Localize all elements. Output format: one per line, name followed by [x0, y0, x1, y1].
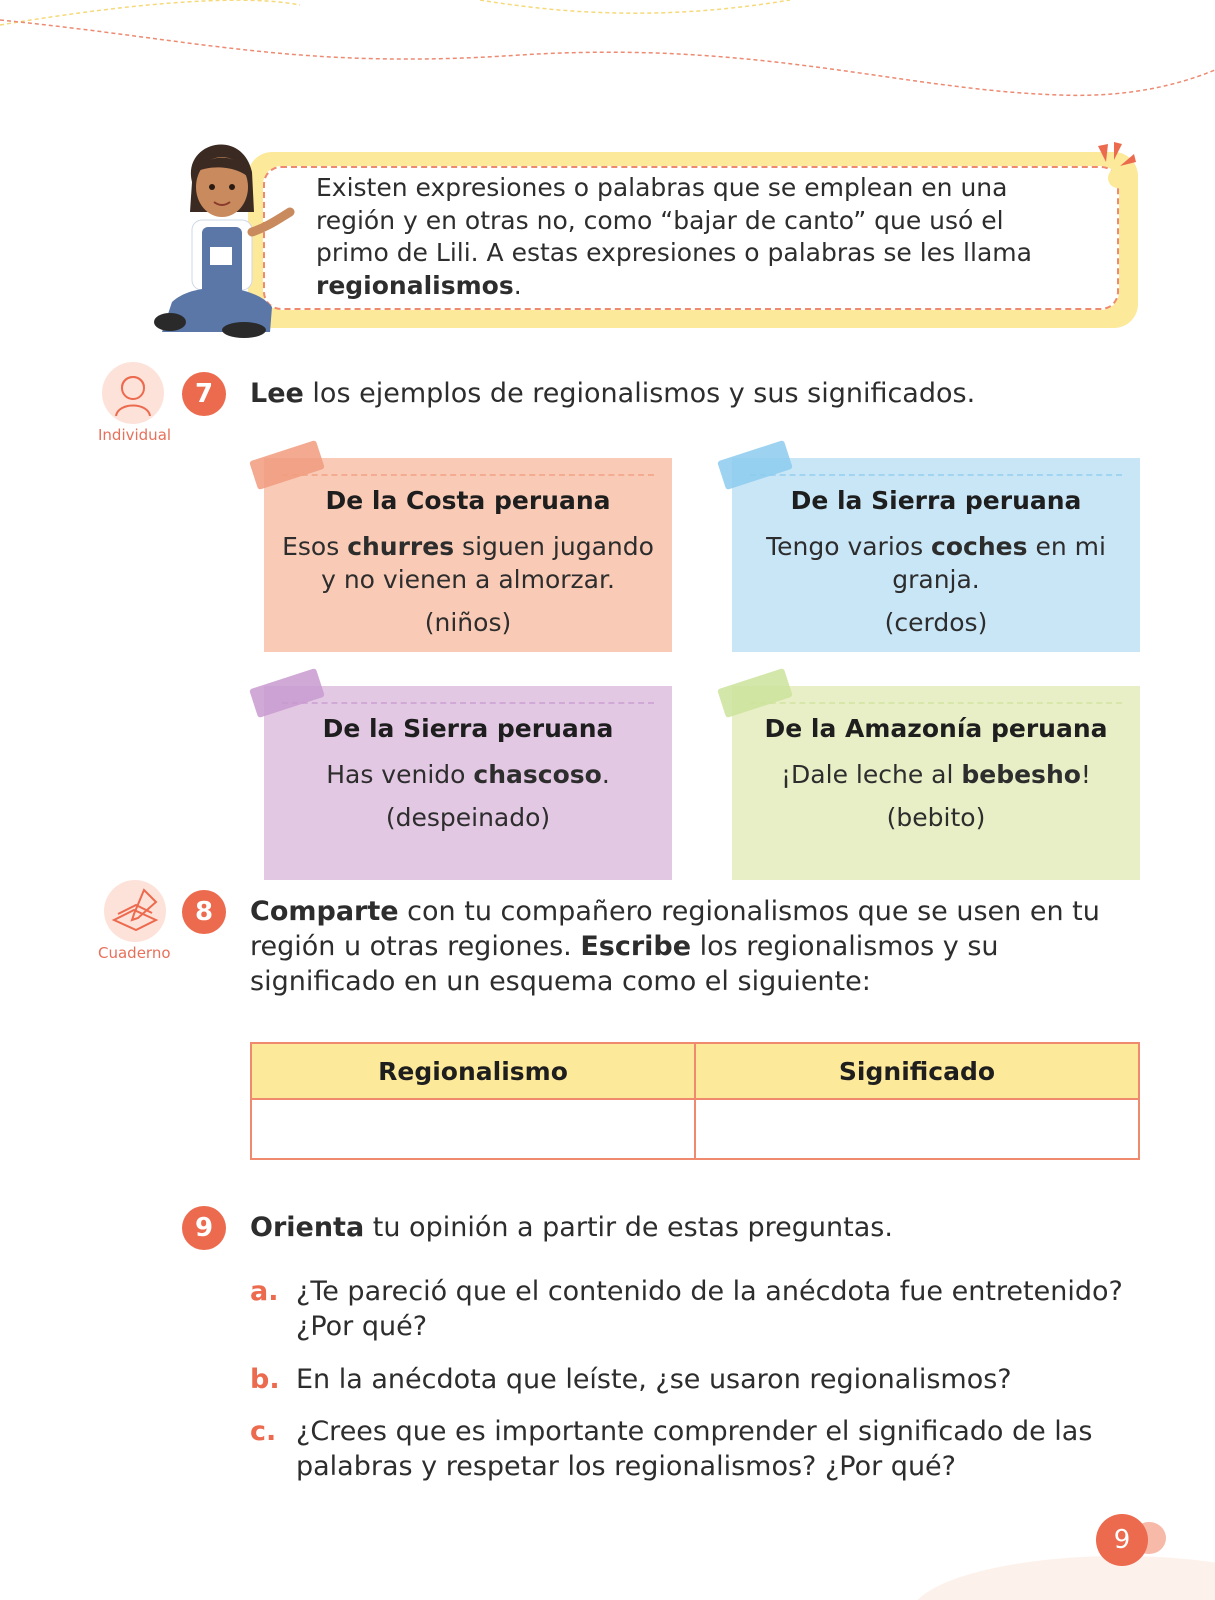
card-example: Has venido chascoso. (despeinado) — [280, 758, 656, 834]
girl-illustration — [152, 132, 312, 347]
card-title: De la Sierra peruana — [322, 714, 614, 743]
regionalism-table — [250, 1042, 1140, 1160]
regionalism-card — [264, 458, 672, 652]
table-header-significado: Significado — [695, 1043, 1139, 1099]
card-example: Tengo varios coches en mi granja. (cerdos) — [748, 530, 1124, 639]
individual-icon — [102, 362, 164, 424]
regionalism-card — [264, 686, 672, 880]
activity-number-badge: 7 — [182, 372, 226, 416]
question-c: c. ¿Crees que es importante comprender el significado de las palabras y respetar los regionalismos? ¿Por qué? — [250, 1416, 1093, 1482]
activity-7-instruction: Lee los ejemplos de regionalismos y sus significados. — [250, 378, 976, 409]
activity-9-instruction: Orienta tu opinión a partir de estas preguntas. — [250, 1212, 893, 1243]
individual-caption: Individual — [98, 426, 172, 444]
card-dashed-line — [750, 474, 1122, 476]
notebook-icon — [104, 880, 166, 942]
card-meaning: (bebito) — [886, 803, 986, 832]
card-example: Esos churres siguen jugando y no vienen a almorzar. (niños) — [280, 530, 656, 639]
question-a: a. ¿Te pareció que el contenido de la anécdota fue entretenido? ¿Por qué? — [250, 1276, 1123, 1342]
notebook-caption: Cuaderno — [98, 944, 171, 962]
card-meaning: (niños) — [424, 608, 512, 637]
bottom-decoration — [910, 1556, 1215, 1600]
table-header-regionalismo: Regionalismo — [251, 1043, 695, 1099]
table-cell-significado — [695, 1099, 1139, 1159]
card-dashed-line — [282, 702, 654, 704]
activity-number-badge: 9 — [182, 1206, 226, 1250]
card-meaning: (despeinado) — [385, 803, 551, 832]
card-regionalism: chascoso — [473, 760, 602, 789]
regionalism-card — [732, 686, 1140, 880]
activity-number-badge: 8 — [182, 890, 226, 934]
card-example: ¡Dale leche al bebesho! (bebito) — [748, 758, 1124, 834]
table-cell-regionalismo — [251, 1099, 695, 1159]
card-title: De la Sierra peruana — [790, 486, 1082, 515]
card-title: De la Amazonía peruana — [764, 714, 1108, 743]
card-title: De la Costa peruana — [325, 486, 611, 515]
card-regionalism: bebesho — [961, 760, 1081, 789]
question-b: b. En la anécdota que leíste, ¿se usaron regionalismos? — [250, 1364, 1012, 1395]
page-number: 9 — [1096, 1514, 1148, 1566]
card-dashed-line — [750, 702, 1122, 704]
card-meaning: (cerdos) — [884, 608, 988, 637]
intro-text: Existen expresiones o palabras que se emplean en una región y en otras no, como “bajar de canto” que usó el primo de Lili. A estas expresiones o palabras se les llama regionalismos. — [316, 173, 1032, 300]
regionalism-card — [732, 458, 1140, 652]
top-wave-decoration — [0, 0, 1215, 110]
activity-8-instruction: Comparte con tu compañero regionalismos que se usen en tu región u otras regiones. Escribe los regionalismos y su significado en un esquema como el siguiente: — [250, 896, 1100, 997]
card-regionalism: coches — [931, 532, 1028, 561]
intro-keyword: regionalismos — [316, 270, 514, 300]
card-regionalism: churres — [347, 532, 455, 561]
card-dashed-line — [282, 474, 654, 476]
